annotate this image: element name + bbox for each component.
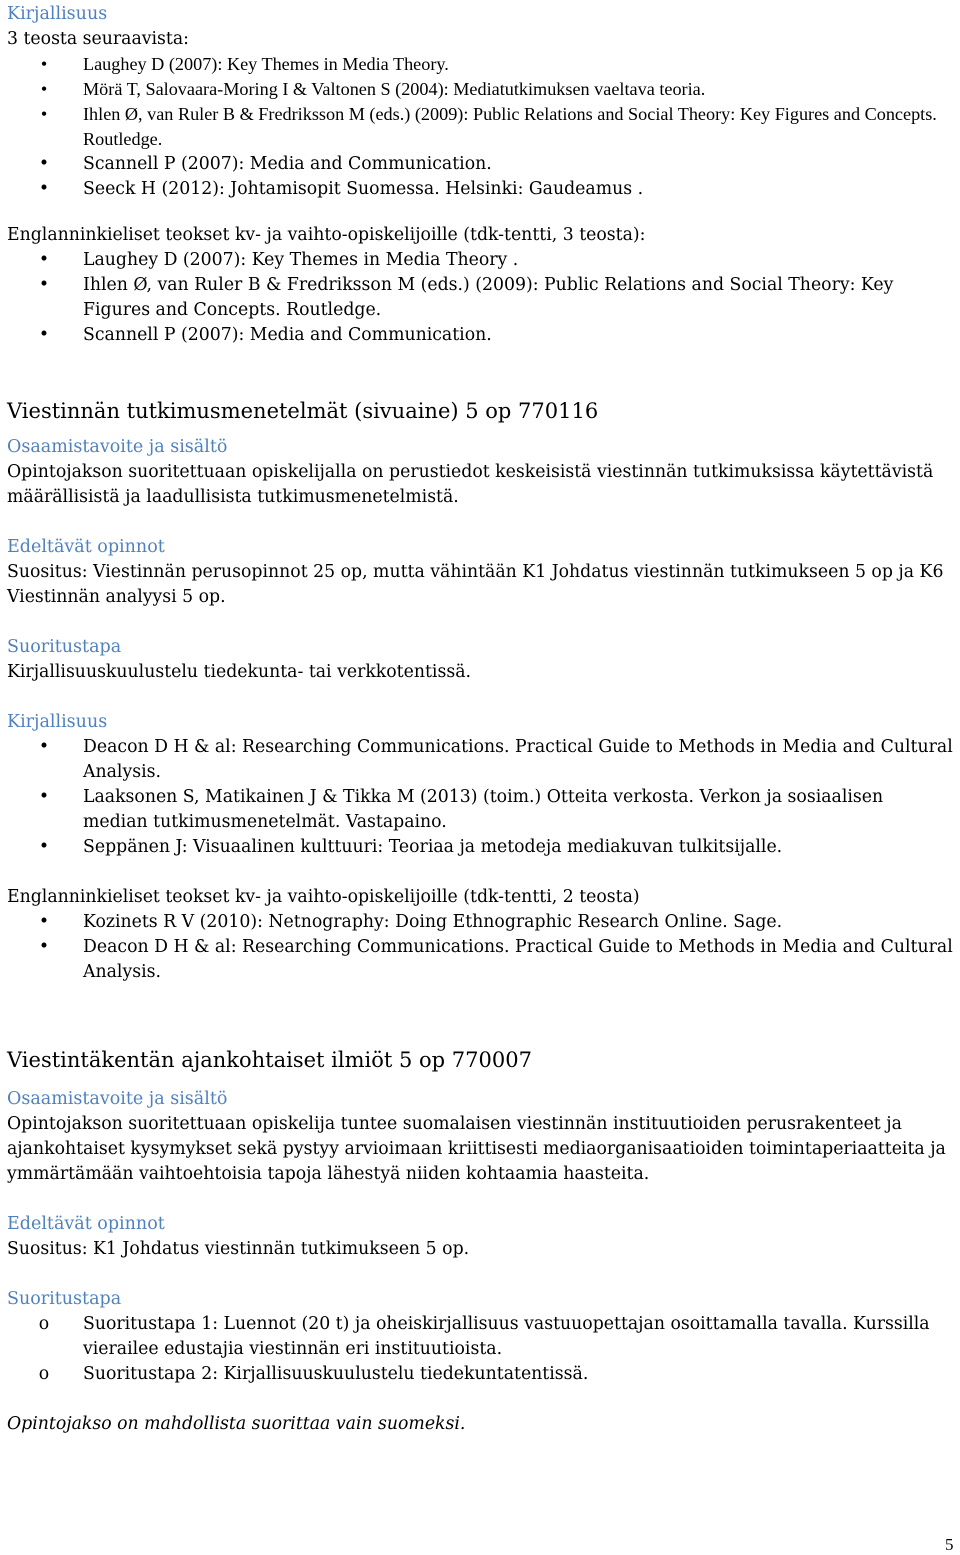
bullet-icon: • xyxy=(38,912,50,932)
language-note: Opintojakso on mahdollista suorittaa vain suomeksi. xyxy=(7,1414,466,1434)
list-item: • Kozinets R V (2010): Netnography: Doing Ethnographic Research Online. Sage. xyxy=(7,910,953,935)
section-heading-prerequisites: Edeltävät opinnot xyxy=(7,537,165,557)
section-heading-method: Suoritustapa xyxy=(7,1289,122,1309)
list-item: • Laughey D (2007): Key Themes in Media Theory . xyxy=(7,248,953,273)
bullet-icon: • xyxy=(38,275,50,295)
list-item: • Ihlen Ø, van Ruler B & Fredriksson M (eds.) (2009): Public Relations and Social Theory: Key Figures and Concepts. Routledge. xyxy=(7,102,953,152)
section-heading-kirjallisuus: Kirjallisuus xyxy=(7,712,108,732)
literature-list xyxy=(7,735,953,860)
bullet-icon: • xyxy=(38,787,50,807)
literature-list xyxy=(7,52,953,202)
list-item: • Seeck H (2012): Johtamisopit Suomessa. Helsinki: Gaudeamus . xyxy=(7,177,953,202)
document-page xyxy=(7,2,953,1437)
list-item: • Deacon D H & al: Researching Communications. Practical Guide to Methods in Media and Cultural Analysis. xyxy=(7,935,953,985)
page-number: 5 xyxy=(945,1535,954,1554)
bullet-icon: • xyxy=(38,154,50,174)
list-item: • Laughey D (2007): Key Themes in Media Theory. xyxy=(7,52,953,77)
goals-text: Opintojakson suoritettuaan opiskelija tuntee suomalaisen viestinnän instituutioiden perusrakenteet ja ajankohtaiset kysymykset sekä pystyy arvioimaan kriittisesti mediaorganisaatioiden toimintaperiaatteita ja ymmärtämään vaihtoehtoisia tapoja lähestyä niiden kohtaamia haasteita. xyxy=(7,1114,946,1184)
section-heading-prerequisites: Edeltävät opinnot xyxy=(7,1214,165,1234)
prerequisites-text: Suositus: Viestinnän perusopinnot 25 op, mutta vähintään K1 Johdatus viestinnän tutkimukseen 5 op ja K6 Viestinnän analyysi 5 op. xyxy=(7,562,944,607)
literature-intro: 3 teosta seuraavista: xyxy=(7,29,189,49)
list-item: • Ihlen Ø, van Ruler B & Fredriksson M (eds.) (2009): Public Relations and Social Theory: Key Figures and Concepts. Routledge. xyxy=(7,273,953,323)
list-item: o Suoritustapa 1: Luennot (20 t) ja oheiskirjallisuus vastuuopettajan osoittamalla tavalla. Kurssilla vierailee edustajia viestinnän eri instituutioista. xyxy=(7,1312,953,1362)
english-literature-intro: Englanninkieliset teokset kv- ja vaihto-opiskelijoille (tdk-tentti, 3 teosta): xyxy=(7,225,646,245)
english-literature-list xyxy=(7,248,953,348)
section-heading-goals: Osaamistavoite ja sisältö xyxy=(7,1089,228,1109)
bullet-icon: • xyxy=(38,937,50,957)
list-item: • Seppänen J: Visuaalinen kulttuuri: Teoriaa ja metodeja mediakuvan tulkitsijalle. xyxy=(7,835,953,860)
circle-bullet-icon: o xyxy=(38,1364,50,1384)
list-item: • Laaksonen S, Matikainen J & Tikka M (2013) (toim.) Otteita verkosta. Verkon ja sosiaalisen median tutkimusmenetelmät. Vastapaino. xyxy=(7,785,953,835)
section-heading-goals: Osaamistavoite ja sisältö xyxy=(7,437,228,457)
bullet-icon: • xyxy=(38,179,50,199)
circle-bullet-icon: o xyxy=(38,1314,50,1334)
bullet-icon: • xyxy=(38,737,50,757)
english-literature-list xyxy=(7,910,953,985)
bullet-icon: • xyxy=(38,837,50,857)
list-item: • Scannell P (2007): Media and Communication. xyxy=(7,323,953,348)
goals-text: Opintojakson suoritettuaan opiskelijalla on perustiedot keskeisistä viestinnän tutkimuksissa käytettävistä määrällisistä ja laadullisista tutkimusmenetelmistä. xyxy=(7,462,934,507)
method-text: Kirjallisuuskuulustelu tiedekunta- tai verkkotentissä. xyxy=(7,662,471,682)
bullet-icon: • xyxy=(38,250,50,270)
course-title: Viestinnän tutkimusmenetelmät (sivuaine) 5 op 770116 xyxy=(7,399,599,423)
method-list xyxy=(7,1312,953,1387)
list-item: • Mörä T, Salovaara-Moring I & Valtonen S (2004): Mediatutkimuksen vaeltava teoria. xyxy=(7,77,953,102)
prerequisites-text: Suositus: K1 Johdatus viestinnän tutkimukseen 5 op. xyxy=(7,1239,470,1259)
course-title: Viestintäkentän ajankohtaiset ilmiöt 5 op 770007 xyxy=(7,1048,532,1072)
bullet-icon: • xyxy=(40,104,48,124)
section-heading-method: Suoritustapa xyxy=(7,637,122,657)
bullet-icon: • xyxy=(38,325,50,345)
english-literature-intro: Englanninkieliset teokset kv- ja vaihto-opiskelijoille (tdk-tentti, 2 teosta) xyxy=(7,887,640,907)
list-item: • Deacon D H & al: Researching Communications. Practical Guide to Methods in Media and Cultural Analysis. xyxy=(7,735,953,785)
list-item: • Scannell P (2007): Media and Communication. xyxy=(7,152,953,177)
bullet-icon: • xyxy=(40,79,48,99)
list-item: o Suoritustapa 2: Kirjallisuuskuulustelu tiedekuntatentissä. xyxy=(7,1362,953,1387)
bullet-icon: • xyxy=(40,54,48,74)
section-heading-kirjallisuus: Kirjallisuus xyxy=(7,4,108,24)
